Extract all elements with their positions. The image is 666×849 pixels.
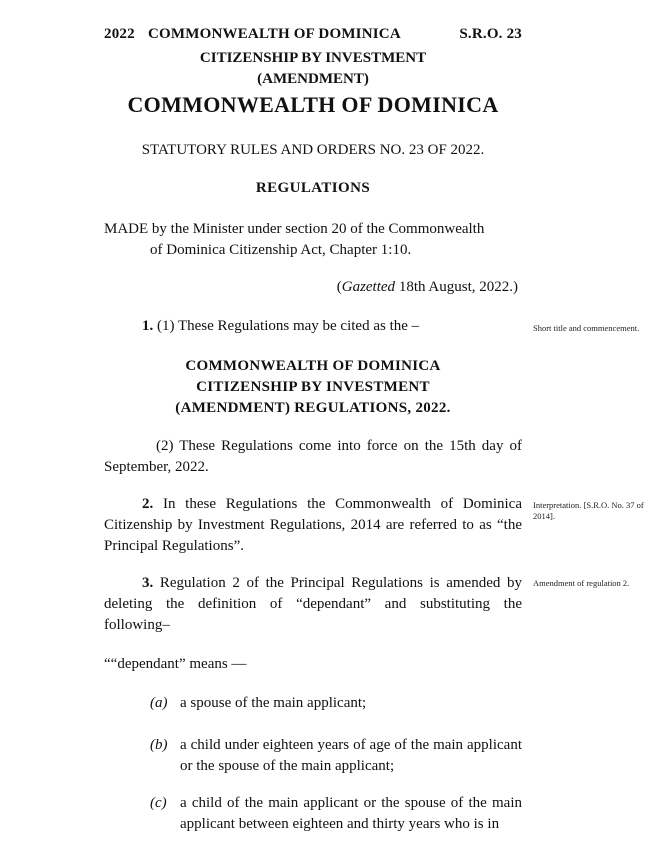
made-line2: of Dominica Citizenship Act, Chapter 1:10. (150, 242, 412, 258)
running-header (104, 26, 522, 43)
list-item-text: a spouse of the main applicant; (180, 695, 367, 711)
list-item (150, 735, 522, 777)
section-1-text: (1) These Regulations may be cited as the – (153, 318, 420, 334)
list-item-text: a child under eighteen years of age of the main applicant or the spouse of the main applicant; (180, 737, 522, 774)
list-item-label: (a) (150, 695, 168, 711)
citation-line1: COMMONWEALTH OF DOMINICA (185, 358, 441, 374)
citation-line2: CITIZENSHIP BY INVESTMENT (196, 379, 430, 395)
list-item-label: (b) (150, 737, 168, 753)
header-year: 2022 (104, 26, 135, 42)
regulations-heading: REGULATIONS (255, 180, 371, 196)
section-1 (142, 318, 419, 335)
section-2-number: 2. (142, 496, 154, 512)
citation-title (104, 356, 522, 419)
list-item (150, 793, 522, 835)
header-title-line3: (AMENDMENT) (257, 71, 369, 87)
citation-line3: (AMENDMENT) REGULATIONS, 2022. (175, 400, 451, 416)
sro-line: STATUTORY RULES AND ORDERS NO. 23 OF 2022. (141, 142, 485, 158)
made-clause (104, 219, 522, 261)
section-3-text: Regulation 2 of the Principal Regulations is amended by deleting the definition of “dependant” and substituting the following– (104, 575, 522, 633)
margin-note-interpretation: Interpretation. [S.R.O. No. 37 of 2014]. (533, 500, 644, 521)
gazetted-rest: 18th August, 2022.) (395, 279, 518, 295)
made-line1: MADE by the Minister under section 20 of the Commonwealth (104, 221, 485, 237)
section-2 (104, 494, 522, 557)
section-3-number: 3. (142, 575, 154, 591)
list-item-text: a child of the main applicant or the spouse of the main applicant between eighteen and thirty years who is in (180, 795, 522, 832)
section-1-sub2: (2) These Regulations come into force on the 15th day of September, 2022. (104, 438, 522, 475)
dependant-definition: ““dependant” means — (104, 656, 247, 672)
gazetted-date (104, 279, 518, 296)
list-item (150, 693, 522, 714)
country-title: COMMONWEALTH OF DOMINICA (127, 92, 499, 117)
header-title: COMMONWEALTH OF DOMINICA (148, 26, 401, 42)
section-3 (104, 573, 522, 636)
section-1-number: 1. (142, 318, 154, 334)
section-2-text: In these Regulations the Commonwealth of Dominica Citizenship by Investment Regulations, 2014 are referred to as “the Principal Regulations”. (104, 496, 522, 554)
header-title-line2: CITIZENSHIP BY INVESTMENT (199, 50, 427, 66)
gazetted-open: ( (336, 279, 342, 295)
header-sro-ref: S.R.O. 23 (459, 26, 522, 42)
margin-note-amendment: Amendment of regulation 2. (533, 578, 630, 588)
gazetted-italic: Gazetted (341, 279, 396, 295)
list-item-label: (c) (150, 795, 167, 811)
margin-note-short-title: Short title and commencement. (533, 323, 640, 333)
